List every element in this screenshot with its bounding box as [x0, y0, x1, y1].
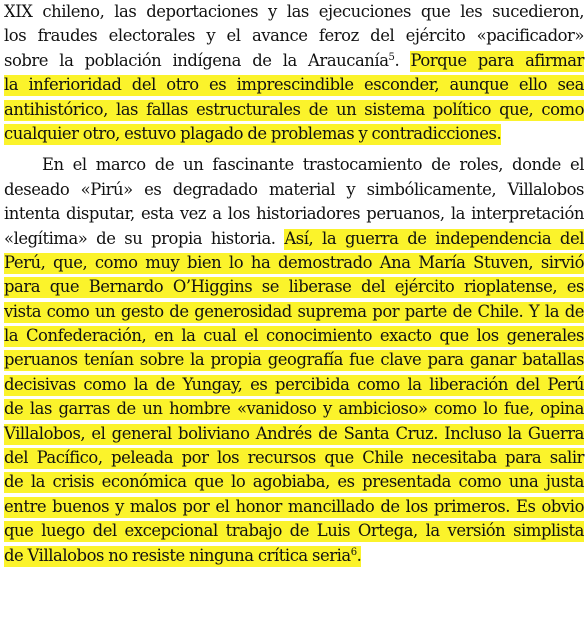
text-line: [4, 446, 584, 470]
highlighted-text: cualquier otro, estuvo plagado de problemas y contradicciones.: [4, 123, 502, 143]
footnote-ref: 6: [350, 546, 357, 558]
highlighted-text: Así, la guerra de independencia del: [284, 228, 585, 248]
line-text: XIX chileno, las deportaciones y las ejecuciones que les sucedieron,: [4, 2, 584, 21]
highlighted-text: que luego del excepcional trabajo de Luis Ortega, la versión simplista: [4, 521, 584, 541]
paragraph-1: [4, 0, 584, 146]
line-text: sobre la población indígena de la Araucanía: [4, 50, 389, 70]
text-line: [4, 24, 584, 48]
highlighted-text: Villalobos, el general boliviano Andrés de Santa Cruz. Incluso la Guerra: [4, 423, 584, 443]
text-line: [4, 73, 584, 97]
text-line: [4, 397, 584, 421]
highlighted-text: [4, 546, 361, 567]
text-line: [4, 324, 584, 348]
highlighted-text: de la crisis económica que lo agobiaba, es presentada como una justa: [4, 472, 584, 492]
text-line: [4, 227, 584, 251]
text-line: [4, 251, 584, 275]
end-punctuation: .: [356, 545, 362, 565]
highlighted-text: peruanos tenían sobre la propia geografía fue clave para ganar batallas: [4, 350, 584, 370]
line-text: de Villalobos no resiste ninguna crítica seria: [4, 545, 351, 565]
line-text: deseado «Pirú» es degradado material y simbólicamente, Villalobos: [4, 179, 584, 199]
highlighted-text: Porque para afirmar: [410, 50, 585, 70]
footnote-ref: 5: [388, 51, 395, 63]
text-line: [4, 470, 584, 494]
text-line: [4, 373, 584, 397]
text-line: [4, 122, 584, 146]
highlighted-text: del Pacífico, peleada por los recursos que Chile necesitaba para salir: [4, 448, 584, 468]
text-line: [4, 544, 584, 568]
highlighted-text: entre buenos y malos por el honor mancillado de los primeros. Es obvio: [4, 496, 584, 516]
text-line: [4, 275, 584, 299]
document-page: [4, 0, 584, 568]
line-text: En el marco de un fascinante trastocamiento de roles, donde el: [42, 155, 584, 175]
highlighted-text: vista como un gesto de generosidad suprema por parte de Chile. Y la de: [4, 301, 584, 321]
line-text: intenta disputar, esta vez a los historiadores peruanos, la interpretación: [4, 204, 584, 224]
text-line: [4, 519, 584, 543]
text-line: [4, 348, 584, 372]
text-line: [4, 98, 584, 122]
highlighted-text: antihistórico, las fallas estructurales de un sistema político que, como: [4, 99, 584, 119]
line-text: «legítima» de su propia historia.: [4, 228, 276, 248]
text-line: [4, 495, 584, 519]
text-line: [4, 153, 584, 177]
paragraph-2: [4, 153, 584, 568]
text-line: [4, 0, 584, 24]
highlighted-text: Perú, que, como muy bien lo ha demostrado Ana María Stuven, sirvió: [4, 252, 584, 272]
text-line: sobre la población indígena de la Araucanía$^5$. Porque para afirmar: [4, 50, 585, 70]
highlighted-text: de las garras de un hombre «vanidoso y ambicioso» como lo fue, opina: [4, 399, 584, 419]
highlighted-text: la Confederación, en la cual el conocimiento exacto que los generales: [4, 326, 584, 346]
highlighted-text: la inferioridad del otro es imprescindible esconder, aunque ello sea: [4, 75, 584, 95]
text-line: [4, 422, 584, 446]
text-line: [4, 202, 584, 226]
text-line: [4, 178, 584, 202]
text-line: [4, 300, 584, 324]
line-text: los fraudes electorales y el avance feroz del ejército «pacificador»: [4, 26, 584, 46]
highlighted-text: decisivas como la de Yungay, es percibida como la liberación del Perú: [4, 374, 584, 394]
highlighted-text: para que Bernardo O’Higgins se liberase del ejército rioplatense, es: [4, 277, 584, 297]
